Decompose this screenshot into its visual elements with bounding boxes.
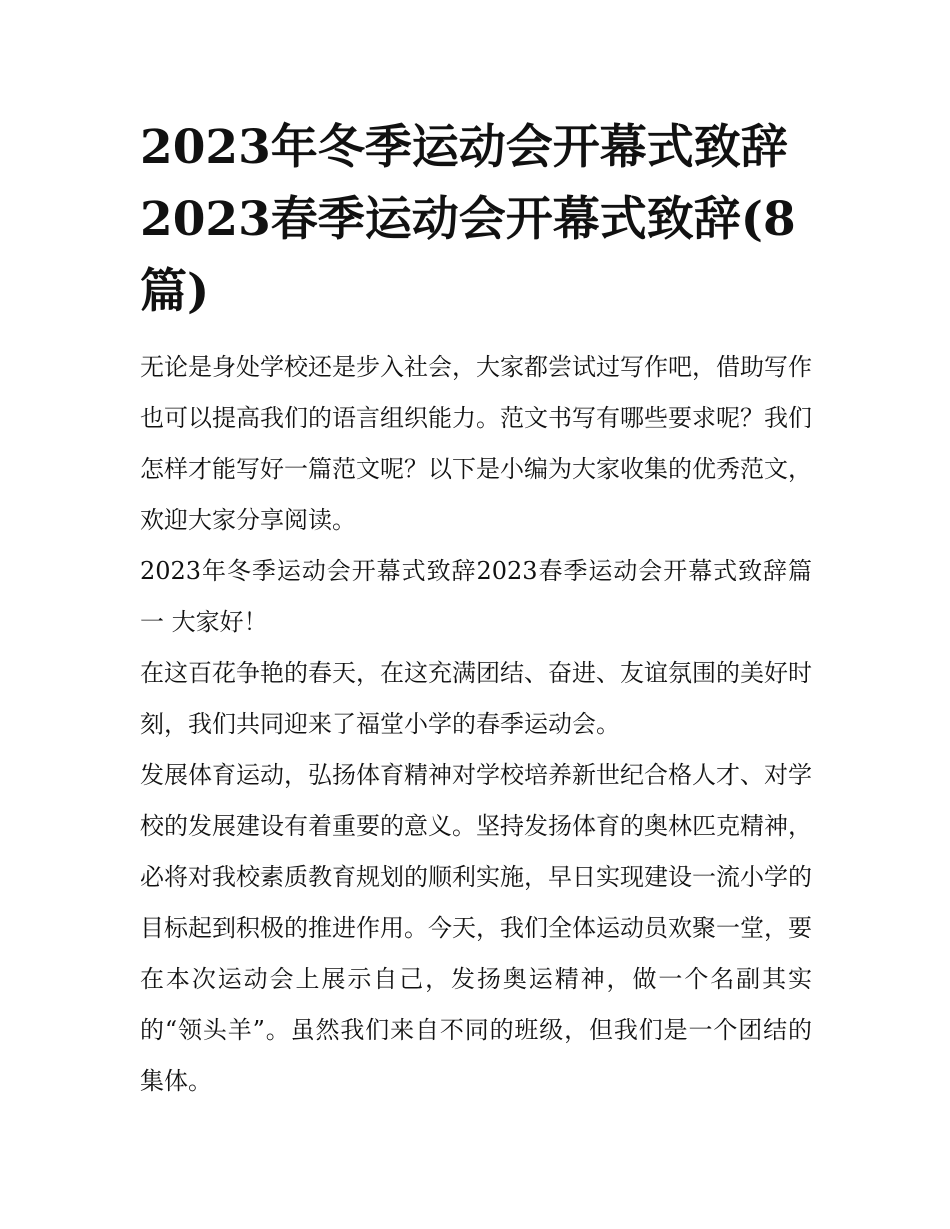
paragraph-sports-spirit: 发展体育运动，弘扬体育精神对学校培养新世纪合格人才、对学校的发展建设有着重要的意义。坚持发扬体育的奥林匹克精神，必将对我校素质教育规划的顺利实施，早日实现建设一流小学的目标起到积极的推进作用。今天，我们全体运动员欢聚一堂，要在本次运动会上展示自己，发扬奥运精神，做一个名副其实的“领头羊”。虽然我们来自不同的班级，但我们是一个团结的集体。 [140,761,812,1095]
document-body [140,342,812,1107]
paragraph-intro: 无论是身处学校还是步入社会，大家都尝试过写作吧，借助写作也可以提高我们的语言组织能力。范文书写有哪些要求呢？我们怎样才能写好一篇范文呢？以下是小编为大家收集的优秀范文，欢迎大家分享阅读。 [140,353,812,534]
paragraph-section-heading: 2023年冬季运动会开幕式致辞2023春季运动会开幕式致辞篇一 大家好！ [140,557,812,636]
document-title: 2023年冬季运动会开幕式致辞2023春季运动会开幕式致辞(8篇) [140,120,796,319]
document-page [140,112,812,1107]
paragraph-spring: 在这百花争艳的春天，在这充满团结、奋进、友谊氛围的美好时刻，我们共同迎来了福堂小学的春季运动会。 [140,659,812,738]
